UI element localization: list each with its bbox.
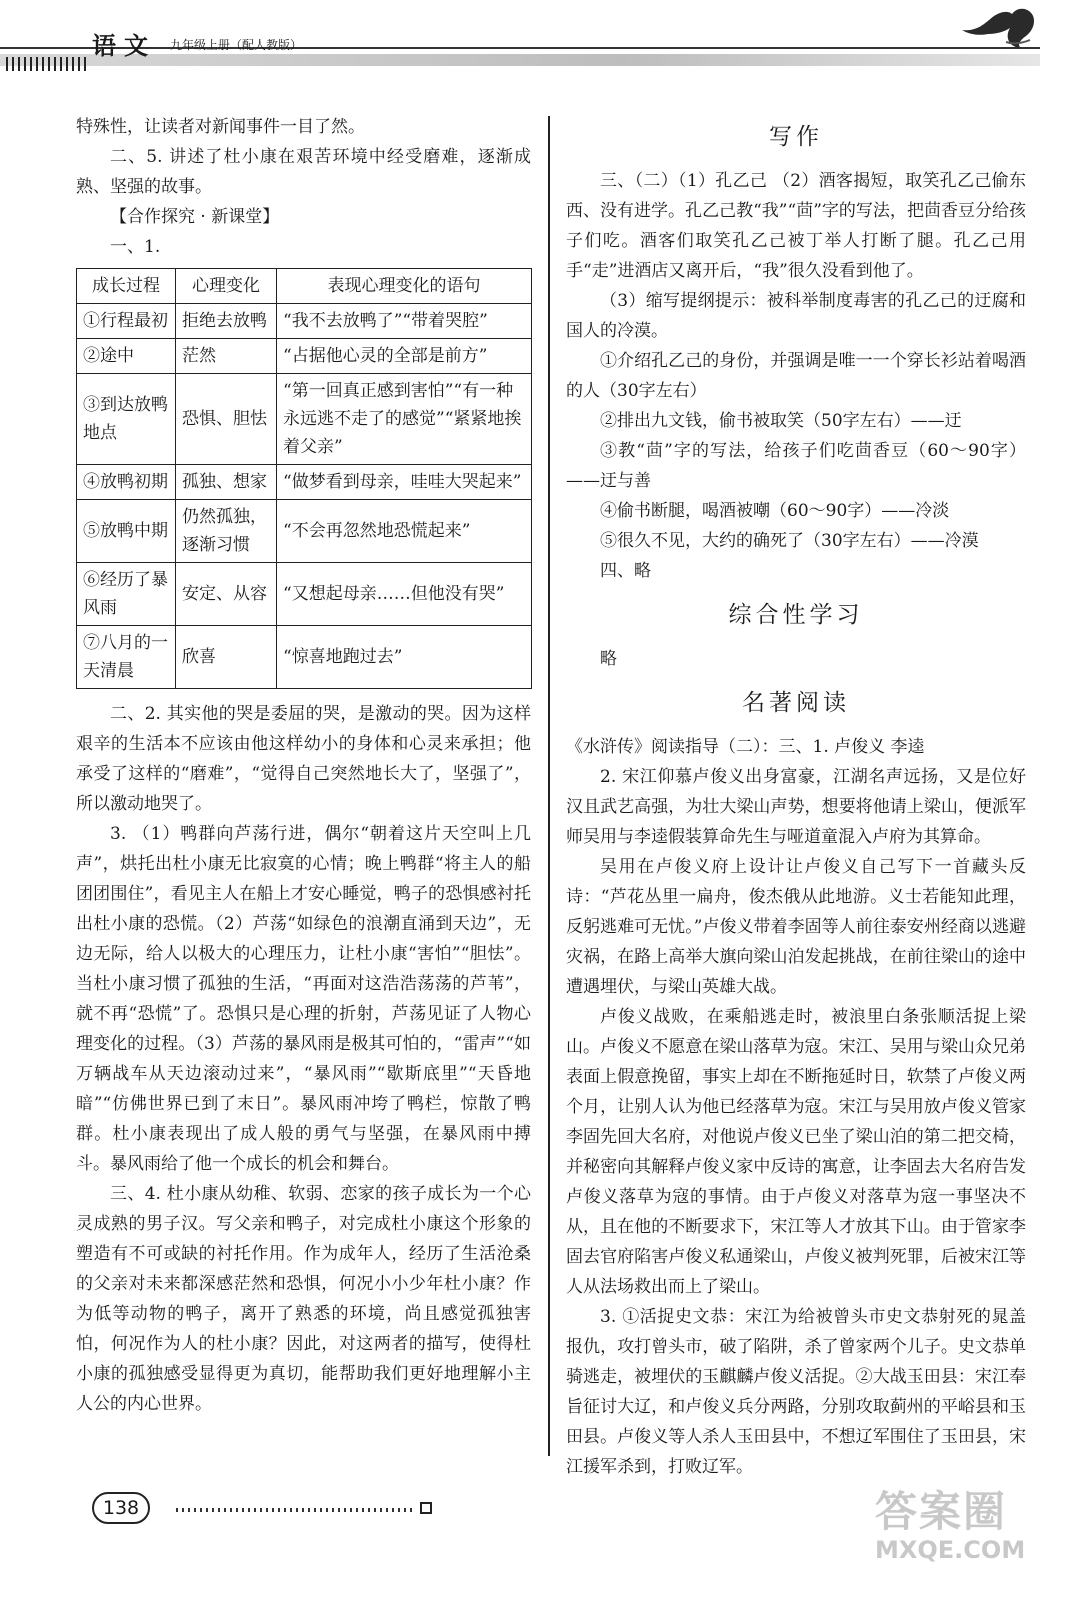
- watermark-url: MXQE.COM: [875, 1536, 1026, 1564]
- table-row: [77, 339, 532, 374]
- writing-para-1: 三、（二）（1）孔乙己 （2）酒客揭短，取笑孔乙己偷东西、没有进学。孔乙己教“我”“茴”字的写法，把茴香豆分给孩子们吃。酒客们取笑孔乙己被丁举人打断了腿。孔乙己用手“走”进酒店又离开后，“我”很久没看到他了。: [566, 171, 1026, 281]
- header-rule: [0, 47, 1040, 49]
- column-divider: [548, 116, 550, 1456]
- table-cell: ⑦八月的一天清晨: [77, 626, 176, 689]
- growth-table: [76, 268, 532, 689]
- grade-edition: 九年级上册（配人教版）: [170, 38, 303, 52]
- header-band: [0, 54, 1040, 66]
- ink-wave-icon: [960, 2, 1040, 52]
- left-column: [76, 112, 531, 1419]
- table-row: [77, 304, 532, 339]
- comprehensive-para: 略: [600, 649, 617, 669]
- page-header: [0, 0, 1081, 75]
- section-label-coop: 【合作探究 · 新课堂】: [110, 207, 280, 227]
- writing-para-6: ④偷书断腿，喝酒被嘲（60～90字）——冷淡: [600, 501, 950, 521]
- left-para-7: 三、4. 杜小康从幼稚、软弱、恋家的孩子成长为一个心灵成熟的男子汉。写父亲和鸭子，对完成杜小康这个形象的塑造有不可或缺的衬托作用。作为成年人，经历了生活沧桑的父亲对未来都深感茫然和恐惧，何况小小少年杜小康？作为低等动物的鸭子，离开了熟悉的环境，尚且感觉孤独害怕，何况作为人的杜小康？因此，对这两者的描写，使得杜小康的孤独感受显得更为真切，能帮助我们更好地理解小主人公的内心世界。: [76, 1184, 531, 1414]
- table-row: [77, 465, 532, 500]
- table-cell: “占据他心灵的全部是前方”: [277, 339, 532, 374]
- table-cell: ①行程最初: [77, 304, 176, 339]
- subject-title: 语文: [92, 31, 156, 60]
- table-cell: ⑥经历了暴风雨: [77, 563, 176, 626]
- table-cell: “我不去放鸭了”“带着哭腔”: [277, 304, 532, 339]
- writing-para-7: ⑤很久不见，大约的确死了（30字左右）——冷漠: [600, 531, 979, 551]
- right-column: [566, 112, 1026, 1482]
- footer-square-icon: [420, 1502, 432, 1514]
- table-cell: 欣喜: [176, 626, 277, 689]
- watermark: [875, 1488, 1025, 1564]
- section-title-classics: 名著阅读: [742, 690, 850, 716]
- left-para-4: 一、1.: [110, 237, 161, 257]
- section-title-comprehensive: 综合性学习: [728, 602, 864, 628]
- table-row: [77, 626, 532, 689]
- table-cell: 仍然孤独，逐渐习惯: [176, 500, 277, 563]
- header-ticks: [6, 57, 90, 71]
- left-para-1: 特殊性，让读者对新闻事件一目了然。: [76, 117, 365, 137]
- table-cell: 恐惧、胆怯: [176, 374, 277, 465]
- table-cell: “又想起母亲……但他没有哭”: [277, 563, 532, 626]
- classics-para-3: 吴用在卢俊义府上设计让卢俊义自己写下一首藏头反诗：“芦花丛里一扁舟，俊杰俄从此地游。义士若能知此理，反躬逃难可无忧。”卢俊义带着李固等人前往泰安州经商以逃避灾祸，在路上高举大旗向梁山泊发起挑战，在前往梁山的途中遭遇埋伏，与梁山英雄大战。: [566, 857, 1026, 997]
- classics-para-5: 3. ①活捉史文恭：宋江为给被曾头市史文恭射死的晁盖报仇，攻打曾头市，破了陷阱，杀了曾家两个儿子。史文恭单骑逃走，被埋伏的玉麒麟卢俊义活捉。②大战玉田县：宋江奉旨征讨大辽，和卢俊义兵分两路，分别攻取蓟州的平峪县和玉田县。卢俊义等人杀人玉田县中，不想辽军围住了玉田县，宋江援军杀到，打败辽军。: [566, 1307, 1026, 1477]
- table-cell: “第一回真正感到害怕”“有一种永远逃不走了的感觉”“紧紧地挨着父亲”: [277, 374, 532, 465]
- table-cell: 孤独、想家: [176, 465, 277, 500]
- table-cell: ⑤放鸭中期: [77, 500, 176, 563]
- left-para-2: 二、5. 讲述了杜小康在艰苦环境中经受磨难，逐渐成熟、坚强的故事。: [76, 147, 531, 197]
- watermark-text: 答案圈: [875, 1487, 1008, 1536]
- table-row: [77, 500, 532, 563]
- table-cell: ②途中: [77, 339, 176, 374]
- table-cell: 拒绝去放鸭: [176, 304, 277, 339]
- table-cell: “不会再忽然地恐慌起来”: [277, 500, 532, 563]
- section-title-writing: 写作: [769, 124, 823, 150]
- left-para-6: 3. （1）鸭群向芦荡行进，偶尔“朝着这片天空叫上几声”，烘托出杜小康无比寂寞的心情；晚上鸭群“将主人的船团团围住”，看见主人在船上才安心睡觉，鸭子的恐惧感衬托出杜小康的恐慌。（2）芦荡“如绿色的浪潮直涌到天边”，无边无际，给人以极大的心理压力，让杜小康“害怕”“胆怯”。当杜小康习惯了孤独的生活，“再面对这浩浩荡荡的芦苇”，就不再“恐慌”了。恐惧只是心理的折射，芦荡见证了人物心理变化的过程。（3）芦荡的暴风雨是极其可怕的，“雷声”“如万辆战车从天边滚动过来”，“暴风雨”“歇斯底里”“天昏地暗”“仿佛世界已到了末日”。暴风雨冲垮了鸭栏，惊散了鸭群。杜小康表现出了成人般的勇气与坚强，在暴风雨中搏斗。暴风雨给了他一个成长的机会和舞台。: [76, 824, 531, 1174]
- table-row: [77, 374, 532, 465]
- footer-dotted-line: [176, 1508, 416, 1512]
- table-cell: ④放鸭初期: [77, 465, 176, 500]
- left-para-5: 二、2. 其实他的哭是委屈的哭，是激动的哭。因为这样艰辛的生活本不应该由他这样幼小的身体和心灵来承担；他承受了这样的“磨难”，“觉得自己突然地长大了，坚强了”，所以激动地哭了。: [76, 704, 531, 814]
- writing-para-2: （3）缩写提纲提示：被科举制度毒害的孔乙己的迂腐和国人的冷漠。: [566, 291, 1026, 341]
- table-cell: ③到达放鸭地点: [77, 374, 176, 465]
- writing-para-4: ②排出九文钱，偷书被取笑（50字左右）——迂: [600, 411, 962, 431]
- table-header-cell: 表现心理变化的语句: [277, 269, 532, 304]
- writing-para-8: 四、略: [600, 561, 651, 581]
- table-cell: 茫然: [176, 339, 277, 374]
- table-cell: 安定、从容: [176, 563, 277, 626]
- page-number: 138: [92, 1492, 150, 1524]
- writing-para-5: ③教“茴”字的写法，给孩子们吃茴香豆（60～90字）——迂与善: [566, 441, 1026, 491]
- classics-para-2: 2. 宋江仰慕卢俊义出身富豪，江湖名声远扬，又是位好汉且武艺高强，为壮大梁山声势，想要将他请上梁山，便派军师吴用与李逵假装算命先生与哑道童混入卢府为其算命。: [566, 767, 1026, 847]
- table-header-row: [77, 269, 532, 304]
- table-header-cell: 成长过程: [77, 269, 176, 304]
- writing-para-3: ①介绍孔乙己的身份，并强调是唯一一个穿长衫站着喝酒的人（30字左右）: [566, 351, 1026, 401]
- table-header-cell: 心理变化: [176, 269, 277, 304]
- classics-para-1: 《水浒传》阅读指导（二）：三、1. 卢俊义 李逵: [566, 737, 925, 757]
- table-cell: “做梦看到母亲，哇哇大哭起来”: [277, 465, 532, 500]
- table-cell: “惊喜地跑过去”: [277, 626, 532, 689]
- table-row: [77, 563, 532, 626]
- classics-para-4: 卢俊义战败，在乘船逃走时，被浪里白条张顺活捉上梁山。卢俊义不愿意在梁山落草为寇。宋江、吴用与梁山众兄弟表面上假意挽留，事实上却在不断拖延时日，软禁了卢俊义两个月，让别人认为他已经落草为寇。宋江与吴用放卢俊义管家李固先回大名府，对他说卢俊义已坐了梁山泊的第二把交椅，并秘密向其解释卢俊义家中反诗的寓意，让李固去大名府告发卢俊义落草为寇的事情。由于卢俊义对落草为寇一事坚决不从，且在他的不断要求下，宋江等人才放其下山。由于管家李固去官府陷害卢俊义私通梁山，卢俊义被判死罪，后被宋江等人从法场救出而上了梁山。: [566, 1007, 1026, 1297]
